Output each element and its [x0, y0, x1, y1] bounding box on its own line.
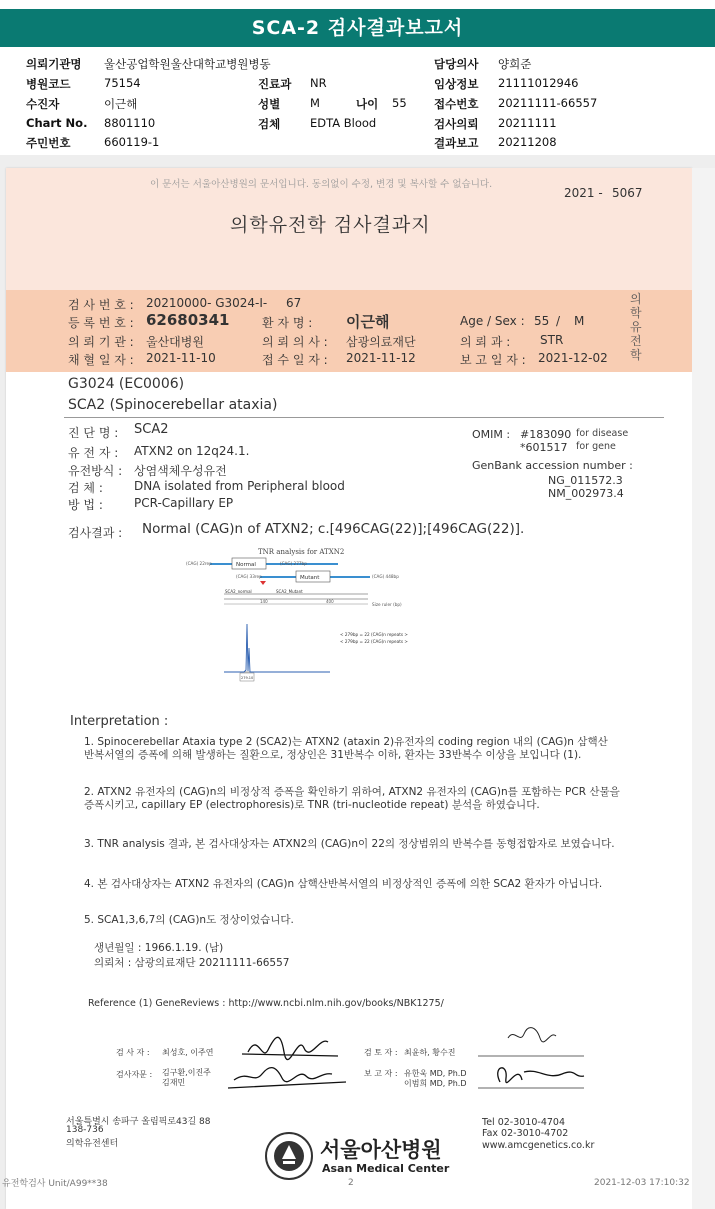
footer-unit: 유전학검사 Unit/A99**38: [2, 1179, 108, 1189]
reporter-name-1: 유한욱 MD, Ph.D: [404, 1069, 467, 1078]
right-label-2: (CAG) 448bp: [372, 574, 399, 579]
value-chart-no: 8801110: [104, 116, 156, 130]
tester-label: 검 사 자 :: [116, 1048, 150, 1057]
supervisor-names-2: 김재민: [162, 1078, 186, 1087]
field-label: 검 체 :: [68, 481, 103, 495]
field-label: 진 단 명 :: [68, 426, 119, 440]
inst-value: 울산대병원: [146, 335, 204, 349]
label-resident-no: 주민번호: [26, 136, 71, 150]
doc-title: 의학유전학 검사결과지: [230, 214, 431, 236]
result-value: Normal (CAG)n of ATXN2; c.[496CAG(22)];[496CAG(22)].: [142, 521, 525, 537]
label-report-date: 결과보고: [434, 136, 479, 150]
omim-label: OMIM :: [472, 428, 511, 441]
field-value: SCA2: [134, 422, 169, 437]
field-label: 유 전 자 :: [68, 446, 119, 460]
test-no-suffix: 67: [286, 296, 302, 310]
omim-gene: *601517: [520, 441, 568, 454]
label-doctor: 담당의사: [434, 57, 479, 71]
value-specimen: EDTA Blood: [310, 116, 377, 130]
recv-label: 접 수 일 자 :: [262, 353, 328, 367]
interpretation-item: 1. Spinocerebellar Ataxia type 2 (SCA2)는 ATXN2 (ataxin 2)유전자의 coding region 내의 (CAG)n 삼핵산 반복서열의 증폭에 의해 발생하는 질환으로, 정상인은 31반복수 이하, 환자는 33반복수 이상을 보입니다 (1).: [84, 736, 608, 761]
reg-no-label: 등 록 번 호 :: [68, 316, 134, 330]
trace-peak: [224, 624, 330, 672]
label-clinical-info: 임상정보: [434, 77, 479, 91]
footer-page: 2: [348, 1178, 354, 1188]
reporter-name-2: 이범희 MD, Ph.D: [404, 1079, 467, 1088]
scale-label-mutant: SCA2_Mutant: [276, 589, 303, 594]
value-receipt-no: 20211111-66557: [498, 96, 598, 110]
scale-label-normal: SCA2_normal: [225, 589, 252, 594]
omim-disease: #183090: [520, 428, 572, 441]
hospital-name-en: Asan Medical Center: [322, 1162, 450, 1175]
tester-names: 최성호, 이주연: [162, 1048, 214, 1057]
supervisor-label: 검사자문 :: [116, 1070, 153, 1079]
signature-tester: [228, 1022, 348, 1092]
size-tick-1: 140: [260, 599, 268, 604]
footer-timestamp: 2021-12-03 17:10:32: [594, 1178, 690, 1188]
hospital-name-ko: 서울아산병원: [320, 1138, 442, 1162]
draw-label: 채 혈 일 자 :: [68, 353, 134, 367]
value-clinical-info: 21111012946: [498, 76, 579, 90]
report-date: 2021-12-02: [538, 351, 608, 365]
doc-number-year: 2021 -: [564, 186, 603, 200]
recv-date: 2021-11-12: [346, 351, 416, 365]
label-specimen: 검체: [258, 117, 281, 131]
peak-note-1: < 279bp = 22 (CAG)n repeats >: [340, 632, 408, 637]
sex-value: M: [574, 314, 585, 328]
dob-line: 생년월일 : 1966.1.19. (남): [94, 942, 224, 954]
field-value: DNA isolated from Peripheral blood: [134, 479, 345, 493]
test-no-label: 검 사 번 호 :: [68, 298, 134, 312]
signature-reviewer: [478, 1022, 588, 1092]
age-value: 55: [534, 314, 550, 328]
mutant-box-label: Mutant: [300, 575, 320, 581]
interpretation-item: 3. TNR analysis 결과, 본 검사대상자는 ATXN2의 (CAG)n이 22의 정상범위의 반복수를 동형접합자로 보였습니다.: [84, 838, 615, 850]
reg-no: 62680341: [146, 311, 230, 329]
dept-label: 의 뢰 과 :: [460, 335, 511, 349]
hospital-logo-icon: [264, 1131, 314, 1181]
value-sex: M: [310, 96, 320, 110]
interpretation-title: Interpretation :: [70, 714, 169, 729]
address-2: 138-736: [66, 1125, 104, 1135]
report-label: 보 고 일 자 :: [460, 353, 526, 367]
referral-line: 의뢰처 : 삼광의료재단 20211111-66557: [94, 957, 290, 969]
normal-box-label: Normal: [236, 562, 256, 568]
age-sex-separator: /: [556, 314, 561, 328]
value-request-date: 20211111: [498, 116, 557, 130]
size-ruler-label: Size ruler (bp): [372, 602, 402, 607]
size-tick-2: 400: [326, 599, 334, 604]
figure-title: TNR analysis for ATXN2: [258, 548, 345, 556]
left-label-1: (CAG) 22rep: [186, 561, 212, 566]
omim-gene-note: for gene: [576, 441, 616, 452]
contact-web: www.amcgenetics.co.kr: [482, 1140, 595, 1151]
doctor-value: 삼광의료재단: [346, 335, 416, 349]
report-title: SCA-2 검사결과보고서: [0, 9, 715, 47]
divider: [64, 417, 664, 418]
doc-number: 5067: [612, 186, 643, 200]
right-label-1: (CAG) 277bp: [280, 561, 307, 566]
age-sex-label: Age / Sex :: [460, 314, 525, 328]
contact-tel: Tel 02-3010-4704: [482, 1117, 565, 1128]
field-value: PCR-Capillary EP: [134, 496, 234, 510]
value-resident-no: 660119-1: [104, 135, 160, 149]
field-value: 상염색체우성유전: [134, 464, 227, 478]
left-label-2: (CAG) 33rep: [236, 574, 262, 579]
doctor-label: 의 뢰 의 사 :: [262, 335, 328, 349]
patient-label: 환 자 명 :: [262, 316, 313, 330]
peak-note-2: < 279bp = 22 (CAG)n repeats >: [340, 639, 408, 644]
tnr-figure: [180, 544, 440, 684]
field-label: 유전방식 :: [68, 464, 123, 478]
label-patient: 수진자: [26, 97, 60, 111]
value-department: NR: [310, 76, 327, 90]
reference: Reference (1) GeneReviews : http://www.ncbi.nlm.nih.gov/books/NBK1275/: [88, 998, 444, 1009]
reporter-label: 보 고 자 :: [364, 1069, 398, 1078]
value-age: 55: [392, 96, 407, 110]
value-doctor: 양희준: [498, 57, 532, 71]
field-value: ATXN2 on 12q24.1.: [134, 444, 250, 458]
label-department: 진료과: [258, 77, 292, 91]
inst-label: 의 뢰 기 관 :: [68, 335, 134, 349]
test-no: 20210000- G3024-I-: [146, 296, 268, 310]
reviewer-label: 검 토 자 :: [364, 1048, 398, 1057]
label-age: 나이: [356, 97, 379, 111]
marker-icon: [260, 581, 266, 585]
omim-disease-note: for disease: [576, 428, 629, 439]
side-label: 의학유전학: [630, 292, 642, 362]
label-request-date: 검사의뢰: [434, 117, 479, 131]
contact-fax: Fax 02-3010-4702: [482, 1128, 569, 1139]
value-patient: 이근해: [104, 97, 138, 111]
draw-date: 2021-11-10: [146, 351, 216, 365]
supervisor-names: 김구환,이진주: [162, 1068, 211, 1077]
label-chart-no: Chart No.: [26, 116, 88, 130]
value-hospital-code: 75154: [104, 76, 141, 90]
test-name: SCA2 (Spinocerebellar ataxia): [68, 397, 278, 413]
interpretation-item: 2. ATXN2 유전자의 (CAG)n의 비정상적 증폭을 확인하기 위하여, ATXN2 유전자의 (CAG)n를 포함하는 PCR 산물을 증폭시키고, capillary EP (electrophoresis)로 TNR (tri-nucleotide repeat) 분석을 하였습니다.: [84, 786, 620, 811]
label-hospital-code: 병원코드: [26, 77, 71, 91]
genbank-label: GenBank accession number :: [472, 459, 633, 472]
genbank-2: NM_002973.4: [548, 487, 624, 500]
value-institution: 울산공업학원울산대학교병원병동: [104, 57, 271, 71]
value-report-date: 20211208: [498, 135, 557, 149]
reviewer-names: 최윤하, 황수진: [404, 1048, 456, 1057]
test-code: G3024 (EC0006): [68, 376, 185, 392]
address-3: 의학유전센터: [66, 1139, 119, 1149]
dept-value: STR: [540, 333, 564, 347]
doc-right-margin: [692, 168, 715, 1209]
result-label: 검사결과 :: [68, 526, 123, 540]
label-receipt-no: 접수번호: [434, 97, 479, 111]
label-institution: 의뢰기관명: [26, 57, 82, 71]
peak-label: 279.10: [241, 676, 254, 680]
label-sex: 성별: [258, 97, 281, 111]
patient-name: 이근해: [346, 313, 390, 331]
field-label: 방 법 :: [68, 498, 103, 512]
address-1: 서울특별시 송파구 올림픽로43길 88: [66, 1117, 211, 1127]
genbank-1: NG_011572.3: [548, 474, 623, 487]
interpretation-item: 5. SCA1,3,6,7의 (CAG)n도 정상이었습니다.: [84, 914, 294, 926]
interpretation-item: 4. 본 검사대상자는 ATXN2 유전자의 (CAG)n 삼핵산반복서열의 비정상적인 증폭에 의한 SCA2 환자가 아닙니다.: [84, 878, 603, 890]
doc-notice: 이 문서는 서울아산병원의 문서입니다. 동의없이 수정, 변경 및 복사할 수 없습니다.: [150, 179, 493, 190]
